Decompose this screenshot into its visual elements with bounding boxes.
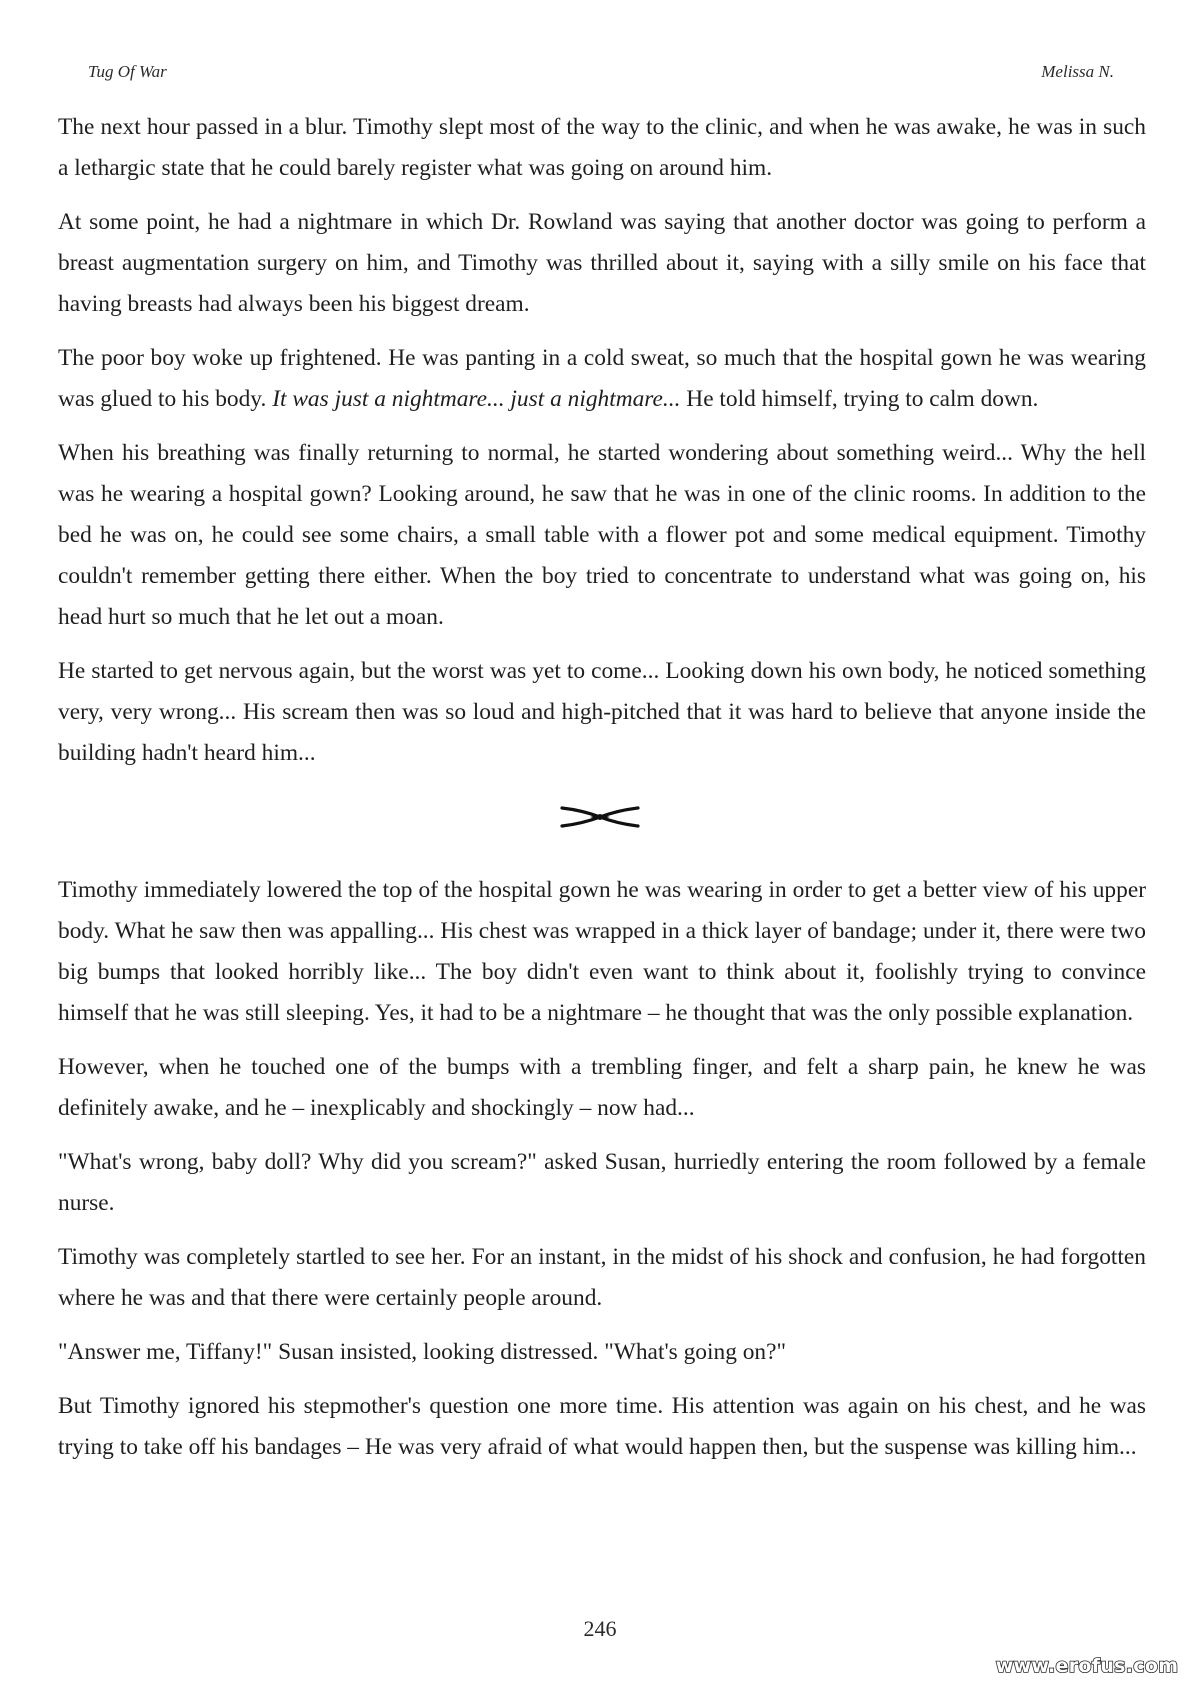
paragraph: He started to get nervous again, but the worst was yet to come... Looking down his own body, he noticed something very, very wrong... His scream then was so loud and high-pitched that it was hard to believe that anyone inside the building hadn't heard him...: [58, 658, 1146, 766]
paragraph: Timothy immediately lowered the top of the hospital gown he was wearing in order to get a better view of his upper body. What he saw then was appalling... His chest was wrapped in a thick layer of bandage; under it, there were two big bumps that looked horribly like... The boy didn't even want to think about it, foolishly trying to convince himself that he was still sleeping. Yes, it had to be a nightmare – he thought that was the only possible explanation.: [58, 877, 1146, 1026]
paragraph: However, when he touched one of the bumps with a trembling finger, and felt a sharp pain, he knew he was definitely awake, and he – inexplicably and shockingly – now had...: [58, 1054, 1146, 1121]
paragraph: When his breathing was finally returning to normal, he started wondering about something weird... Why the hell was he wearing a hospital gown? Looking around, he saw that he was in one of the clinic rooms. In addition to the bed he was on, he could see some chairs, a small table with a flower pot and some medical equipment. Timothy couldn't remember getting there either. When the boy tried to concentrate to understand what was going on, his head hurt so much that he let out a moan.: [58, 440, 1146, 630]
running-header: [88, 62, 1114, 86]
author-name: Melissa N.: [1041, 62, 1114, 81]
paragraph: Timothy was completely startled to see her. For an instant, in the midst of his shock and confusion, he had forgotten where he was and that there were certainly people around.: [58, 1244, 1146, 1311]
watermark: www.erofus.com: [994, 1650, 1180, 1682]
paragraph: "Answer me, Tiffany!" Susan insisted, looking distressed. "What's going on?": [58, 1339, 787, 1365]
page-number: 246: [583, 1616, 617, 1641]
paragraph: The next hour passed in a blur. Timothy slept most of the way to the clinic, and when he was awake, he was in such a lethargic state that he could barely register what was going on around him.: [58, 114, 1146, 181]
paragraph: But Timothy ignored his stepmother's question one more time. His attention was again on his chest, and he was trying to take off his bandages – He was very afraid of what would happen then, but the suspense was killing him...: [58, 1393, 1146, 1460]
body-text: [58, 107, 1146, 1481]
paragraph: "What's wrong, baby doll? Why did you scream?" asked Susan, hurriedly entering the room followed by a female nurse.: [58, 1149, 1146, 1216]
paragraph-text: He told himself, trying to calm down.: [680, 386, 1039, 412]
italic-thought: It was just a nightmare... just a nightmare...: [272, 386, 681, 412]
scissor-ornament-icon: [560, 803, 640, 831]
section-break: [58, 793, 1146, 845]
paragraph-text: The poor boy woke up frightened. He was panting in a cold sweat, so much that the hospital gown he was wearing was glued to his body.: [58, 345, 1146, 412]
paragraph: [58, 338, 1146, 420]
book-title: Tug Of War: [88, 62, 167, 81]
paragraph: At some point, he had a nightmare in which Dr. Rowland was saying that another doctor was going to perform a breast augmentation surgery on him, and Timothy was thrilled about it, saying with a silly smile on his face that having breasts had always been his biggest dream.: [58, 209, 1146, 317]
